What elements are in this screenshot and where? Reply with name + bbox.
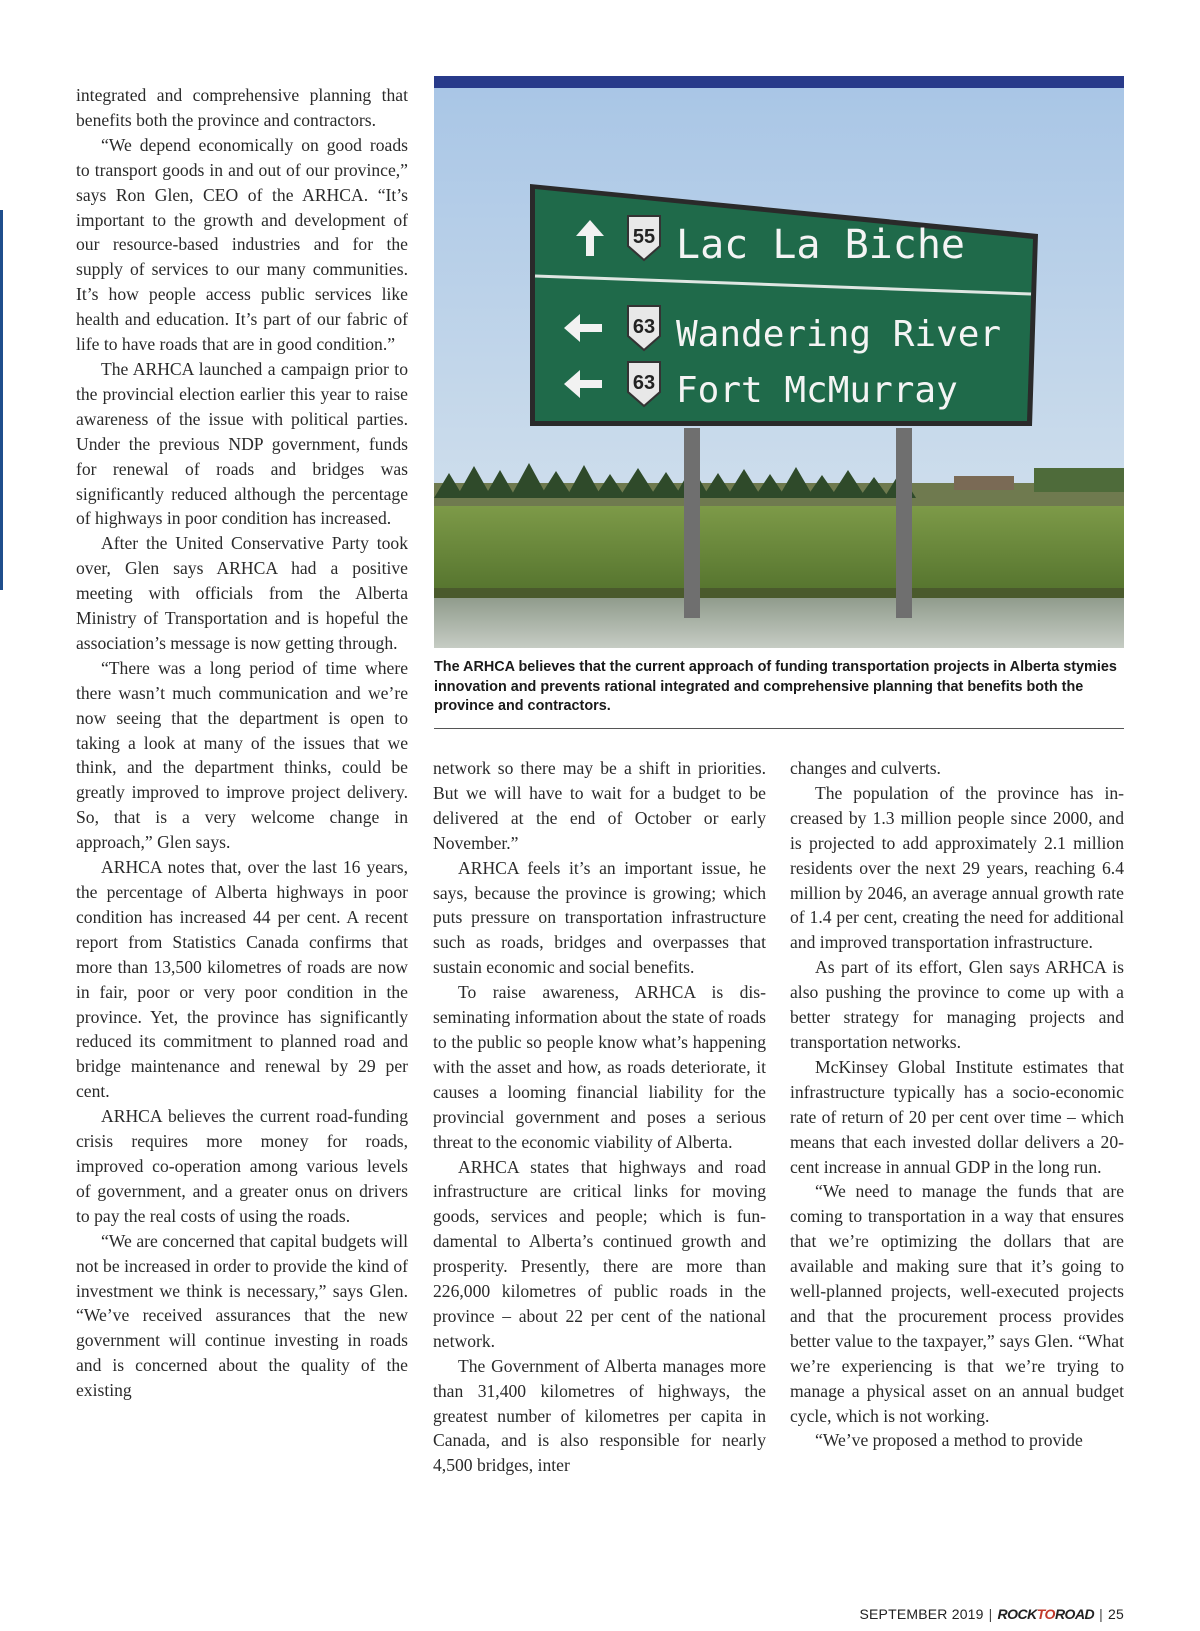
paragraph: network so there may be a shift in priorities. But we will have to wait for a budget to be delivered at the end of October or early November.” — [433, 758, 766, 853]
paragraph: ARHCA states that highways and road infrastructure are critical links for moving goods, services and people; which is fundamental to Alberta’s continued growth and prosperity. Presently, there are more than 226,000 kilometres of public roads in the province – about 22 per cent of the national network. — [433, 1156, 766, 1351]
paragraph: changes and culverts. — [790, 758, 941, 778]
paragraph: McKinsey Global Institute estimates that infrastructure typically has a socio-economic rate of return of 20 per cent over time – which means that each invested dollar delivers a 20-cent increase in annual GDP in the long run. — [790, 1056, 1124, 1177]
article-column-2 — [433, 756, 766, 1478]
distant-trees — [1034, 468, 1124, 492]
paragraph: To raise awareness, ARHCA is disseminating information about the state of roads to the public so people know what’s happening with the asset and how, as roads deteriorate, it causes a looming financial liability for the provincial government and poses a serious threat to the economic viability of Alberta. — [433, 982, 766, 1152]
highway-number: 63 — [632, 316, 656, 338]
footer-separator: | — [1099, 1606, 1104, 1622]
left-edge-accent-bar — [0, 210, 3, 590]
paragraph: The population of the province has increased by 1.3 million people since 2000, and is projected to add approximately 2.1 million residents over the next 29 years, reaching 6.4 million by 2046, an average annual growth rate of 1.4 per cent, creating the need for additional and improved transportation infrastructure. — [790, 782, 1124, 953]
photo-top-bar — [434, 76, 1124, 88]
paragraph: After the United Conservative Party took over, Glen says ARHCA had a positive meeting with officials from the Alberta Ministry of Transportation and is hopeful the association’s message is now getting through. — [76, 533, 408, 653]
photo-illustration — [434, 88, 1124, 648]
photo-caption: The ARHCA believes that the current approach of funding transportation projects in Alberta stymies innovation and prevents rational integrated and comprehensive planning that benefits both the province and contractors. — [434, 659, 1117, 714]
logo-part-road: ROAD — [1054, 1606, 1095, 1622]
paragraph: As part of its effort, Glen says ARHCA is also pushing the province to come up with a better strategy for managing projects and transportation networks. — [790, 957, 1124, 1052]
paragraph: “There was a long period of time where there wasn’t much communication and we’re now seeing that the department is open to taking a look at many of the issues that we think, and the department thinks, could be greatly improved to improve project delivery. So, that is a very welcome change in approach,” Glen says. — [76, 657, 408, 853]
destination-label: Lac La Biche — [676, 222, 965, 268]
paragraph: “We depend economically on good roads to transport goods in and out of our province,” says Ron Glen, CEO of the ARHCA. “It’s important to the growth and development of our resource-based industries and for the supply of services to our many communities. It’s how people access public services like health and education. It’s part of our fabric of life to have roads that are in good condition.” — [76, 134, 408, 355]
page-footer — [859, 1606, 1124, 1622]
page-number: 25 — [1108, 1606, 1124, 1622]
logo-part-to: TO — [1036, 1606, 1055, 1622]
issue-date: SEPTEMBER 2019 — [859, 1606, 984, 1622]
paragraph: ARHCA believes the current road-funding crisis requires more money for roads, improved co-operation among various levels of government, and a greater onus on drivers to pay the real costs of using the roads. — [76, 1106, 408, 1226]
ditch-water — [434, 596, 1124, 648]
paragraph: “We need to manage the funds that are coming to transportation in a way that ensures that we’re optimizing the dollars that are available and making sure that it’s going to well-planned projects, well-executed projects and that the procurement process provides better value to the taxpayer,” says Glen. “What we’re experiencing is that we’re trying to manage a physical asset on an annual budget cycle, which is not working. — [790, 1181, 1124, 1426]
caption-divider — [434, 728, 1124, 729]
highway-number: 63 — [632, 372, 656, 394]
paragraph: ARHCA notes that, over the last 16 years, the percentage of Alberta highways in poor condition has increased 44 per cent. A recent report from Statistics Canada confirms that more than 13,500 kilometres of roads are now in fair, poor or very poor condition in the province. Yet, the province has significantly reduced its commitment to planned road and bridge maintenance and renewal by 29 per cent. — [76, 857, 408, 1102]
paragraph: “We’ve proposed a method to provide — [815, 1430, 1083, 1451]
paragraph: ARHCA feels it’s an important issue, he says, because the province is growing; which puts pressure on transportation infrastructure such as roads, bridges and overpasses that sustain economic and social benefits. — [433, 857, 766, 978]
footer-separator: | — [988, 1606, 993, 1622]
logo-part-rock: ROCK — [997, 1606, 1037, 1622]
magazine-logo — [998, 1606, 1095, 1622]
ditch-bank — [434, 588, 1124, 598]
highway-sign-photo — [434, 88, 1124, 648]
paragraph: “We are concerned that capital budgets will not be increased in order to provide the kind of investment we think is necessary,” says Glen. “We’ve received assurances that the new government will continue investing in roads and is concerned about the quality of the existing — [76, 1230, 408, 1401]
article-column-3 — [790, 756, 1124, 1453]
destination-label: Fort McMurray — [676, 370, 958, 411]
sign-post-left — [684, 428, 700, 618]
paragraph: integrated and comprehensive planning that benefits both the province and contractors. — [76, 85, 408, 130]
farm-building — [954, 476, 1014, 490]
article-column-1 — [76, 83, 408, 1403]
paragraph: The ARHCA launched a campaign prior to the provincial election earlier this year to raise awareness of the issue with political parties. Under the previous NDP government, funds for renewal of roads and bridges was significantly reduced although the percentage of highways in poor condition has increased. — [76, 358, 408, 529]
destination-label: Wandering River — [676, 314, 1002, 355]
paragraph: The Government of Alberta manages more than 31,400 kilometres of highways, the greatest number of kilometres per capita in Canada, and is also responsible for nearly 4,500 bridges, inter — [433, 1355, 766, 1476]
highway-number: 55 — [632, 226, 656, 248]
sign-post-right — [896, 428, 912, 618]
